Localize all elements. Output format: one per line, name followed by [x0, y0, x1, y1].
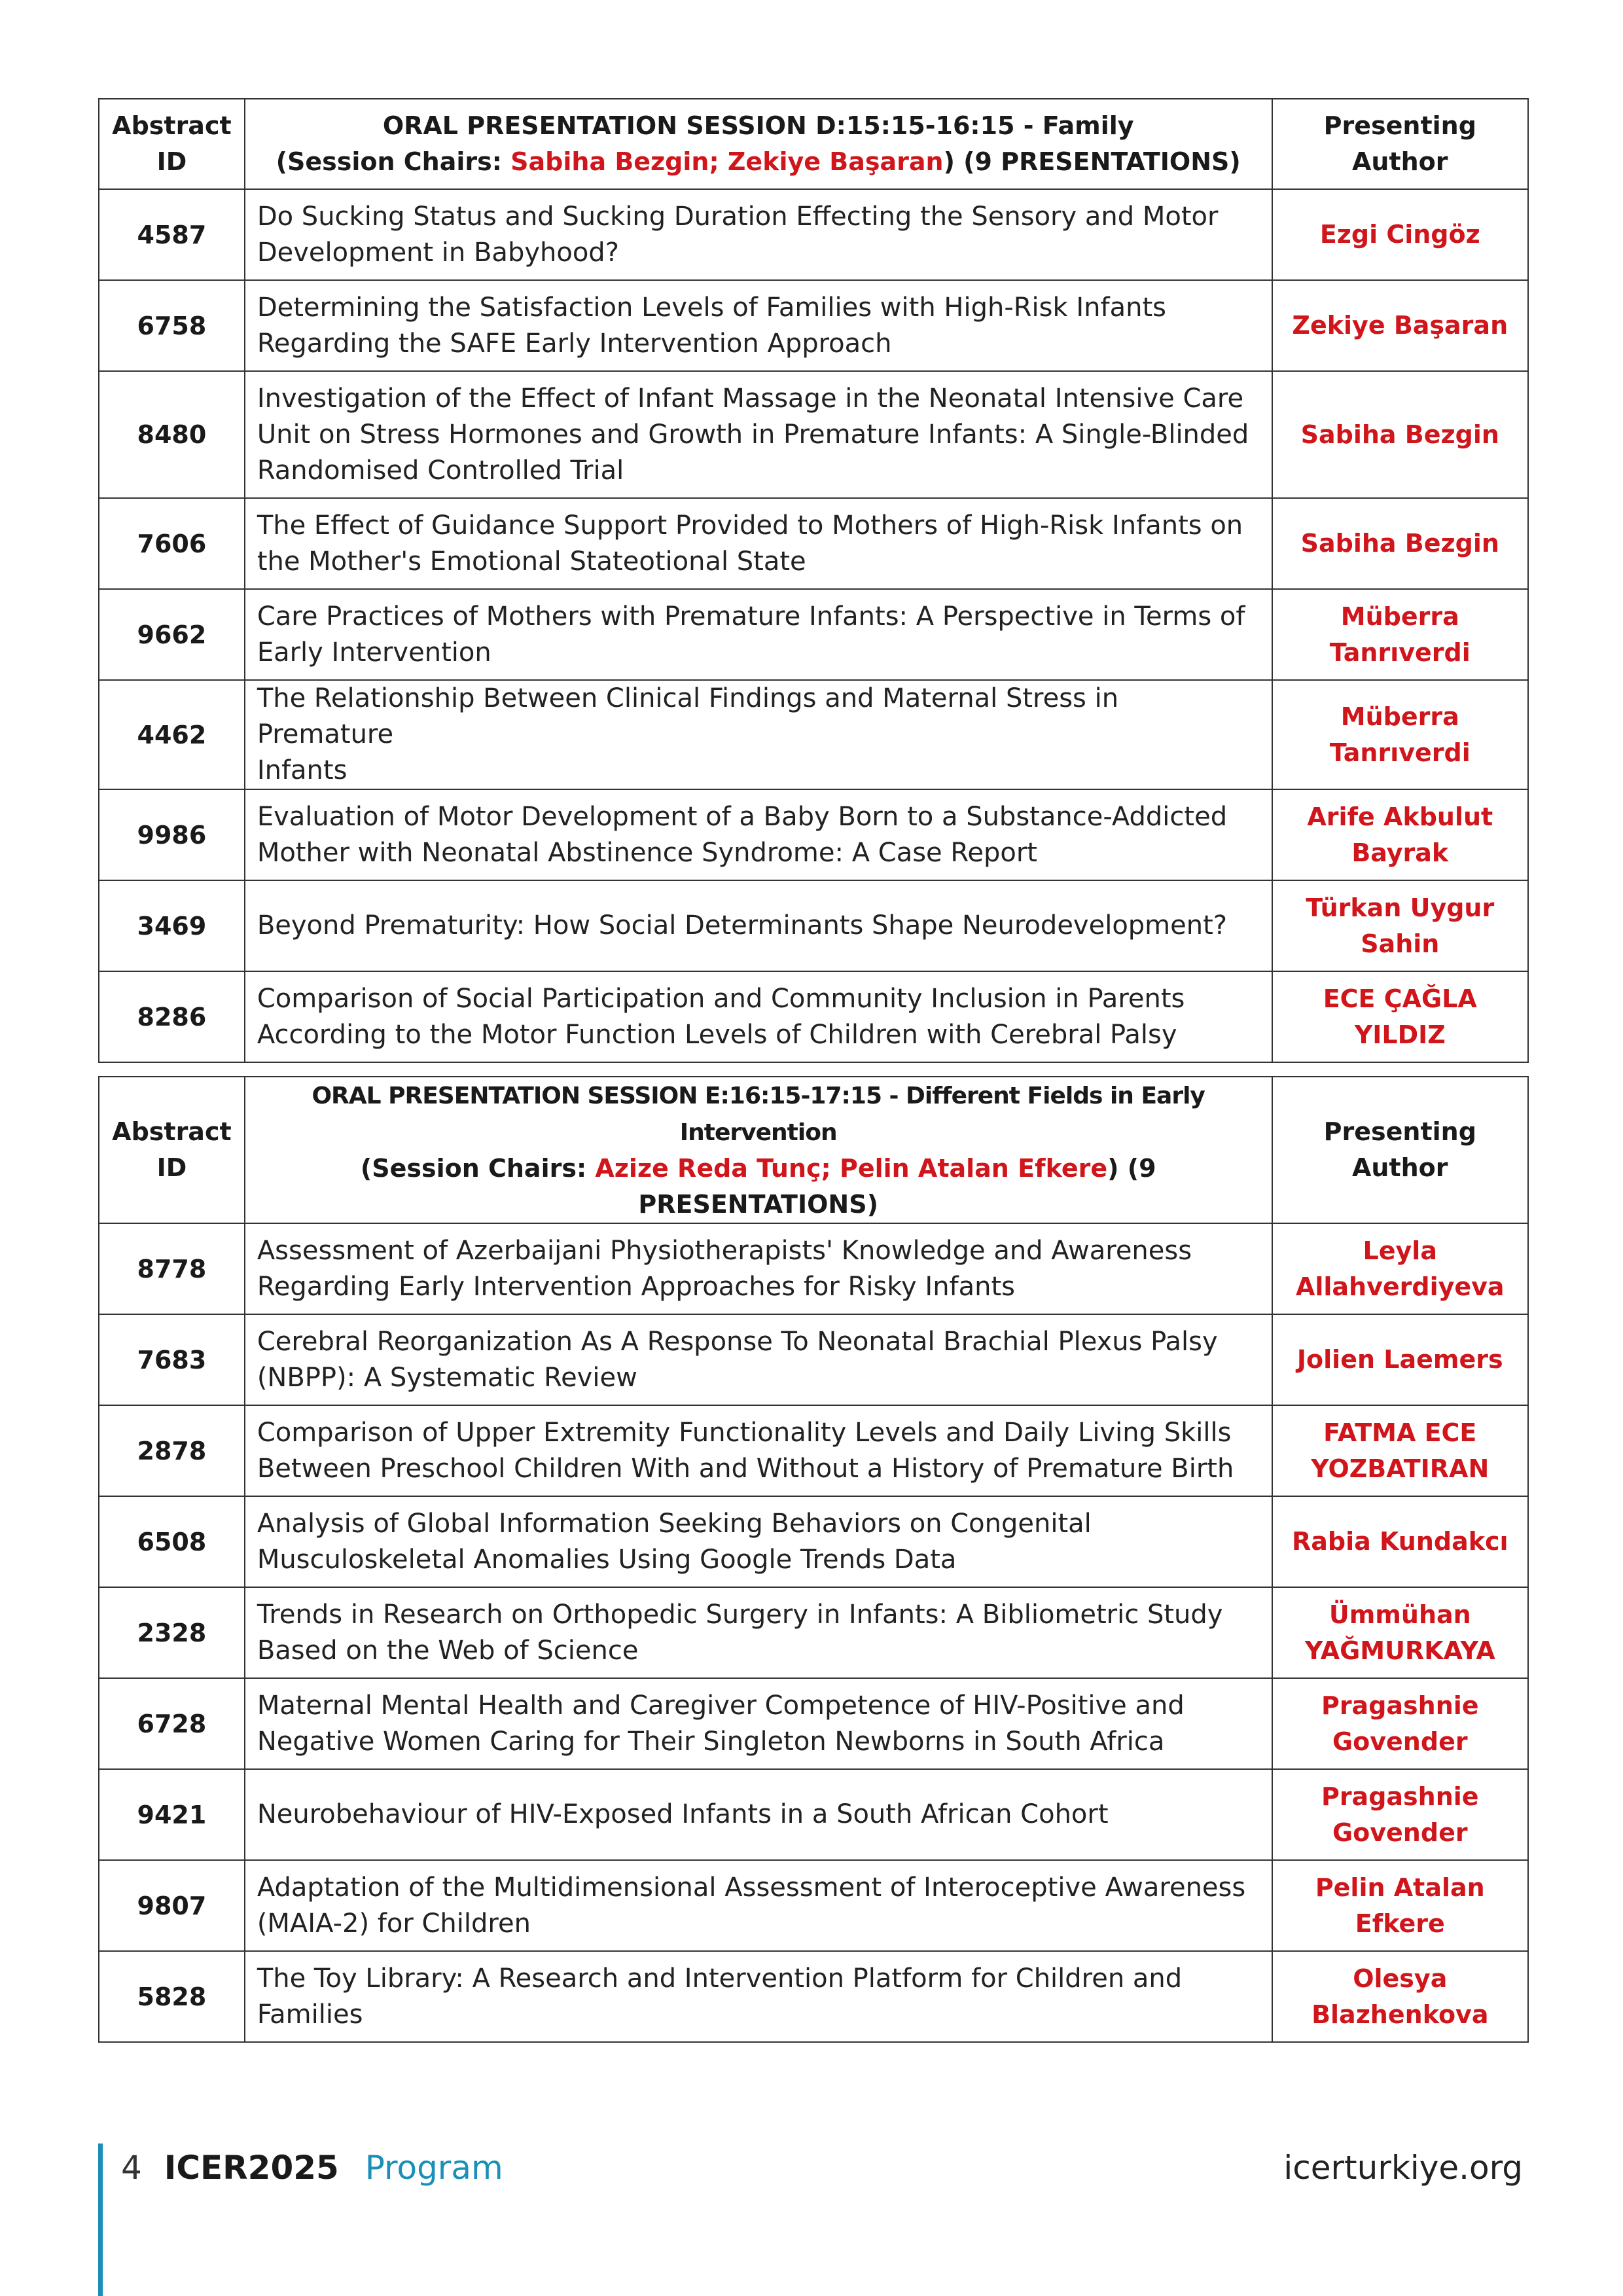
- abstract-id: 8778: [99, 1223, 245, 1314]
- abstract-id: 5828: [99, 1951, 245, 2042]
- presenting-author: Pelin Atalan Efkere: [1272, 1860, 1528, 1951]
- abstract-id: 3469: [99, 880, 245, 971]
- website-link[interactable]: icerturkiye.org: [1283, 2149, 1523, 2187]
- footer-accent-bar: [98, 2144, 103, 2296]
- presenting-author: Pragashnie Govender: [1272, 1678, 1528, 1769]
- presenting-author: Leyla Allahverdiyeva: [1272, 1223, 1528, 1314]
- table-row: [99, 680, 1528, 789]
- table-header-row: [99, 1077, 1528, 1223]
- table-row: [99, 1587, 1528, 1678]
- table-row: [99, 1496, 1528, 1587]
- presenting-author: ECE ÇAĞLA YILDIZ: [1272, 971, 1528, 1062]
- table-row: [99, 498, 1528, 589]
- table-row: [99, 880, 1528, 971]
- abstract-id: 8480: [99, 371, 245, 498]
- presenting-author: Ümmühan YAĞMURKAYA: [1272, 1587, 1528, 1678]
- table-row: [99, 1860, 1528, 1951]
- section-name: Program: [365, 2149, 503, 2187]
- abstract-id-header: Abstract ID: [99, 1077, 245, 1223]
- presentation-title: Care Practices of Mothers with Premature Infants: A Perspective in Terms of Early Intervention: [245, 589, 1272, 680]
- table-row: [99, 1223, 1528, 1314]
- abstract-id: 9421: [99, 1769, 245, 1860]
- table-row: [99, 189, 1528, 280]
- presentation-title: Investigation of the Effect of Infant Massage in the Neonatal Intensive Care Unit on Stress Hormones and Growth in Premature Infants: A Single-Blinded Randomised Controlled Trial: [245, 371, 1272, 498]
- table-row: [99, 280, 1528, 371]
- presenting-author: Zekiye Başaran: [1272, 280, 1528, 371]
- abstract-id: 7683: [99, 1314, 245, 1405]
- presenting-author: Jolien Laemers: [1272, 1314, 1528, 1405]
- presenting-author: Müberra Tanrıverdi: [1272, 589, 1528, 680]
- table-row: [99, 1314, 1528, 1405]
- presentation-title: Trends in Research on Orthopedic Surgery in Infants: A Bibliometric Study Based on the Web of Science: [245, 1587, 1272, 1678]
- presentation-title: Beyond Prematurity: How Social Determinants Shape Neurodevelopment?: [245, 880, 1272, 971]
- presentation-title: Evaluation of Motor Development of a Baby Born to a Substance-Addicted Mother with Neonatal Abstinence Syndrome: A Case Report: [245, 789, 1272, 880]
- session-title-header: ORAL PRESENTATION SESSION E:16:15-17:15 - Different Fields in Early Intervention (Session Chairs: Azize Reda Tunç; Pelin Atalan Efkere) (9 PRESENTATIONS): [245, 1077, 1272, 1223]
- presentation-title: Cerebral Reorganization As A Response To Neonatal Brachial Plexus Palsy (NBPP): A Systematic Review: [245, 1314, 1272, 1405]
- presentation-title: Do Sucking Status and Sucking Duration Effecting the Sensory and Motor Development in Babyhood?: [245, 189, 1272, 280]
- presentation-title: The Relationship Between Clinical Findings and Maternal Stress in Premature Infants: [245, 680, 1272, 789]
- presentation-title: The Toy Library: A Research and Intervention Platform for Children and Families: [245, 1951, 1272, 2042]
- table-row: [99, 1951, 1528, 2042]
- session-e-table: [98, 1076, 1529, 2043]
- presenting-author: Ezgi Cingöz: [1272, 189, 1528, 280]
- session-title: ORAL PRESENTATION SESSION E:16:15-17:15 - Different Fields in Early Intervention: [312, 1083, 1205, 1146]
- table-row: [99, 971, 1528, 1062]
- table-row: [99, 789, 1528, 880]
- presenting-author: Olesya Blazhenkova: [1272, 1951, 1528, 2042]
- presenting-author: FATMA ECE YOZBATIRAN: [1272, 1405, 1528, 1496]
- presentation-title: Determining the Satisfaction Levels of Families with High-Risk Infants Regarding the SAFE Early Intervention Approach: [245, 280, 1272, 371]
- presenting-author: Sabiha Bezgin: [1272, 498, 1528, 589]
- abstract-id: 7606: [99, 498, 245, 589]
- session-title-header: ORAL PRESENTATION SESSION D:15:15-16:15 - Family (Session Chairs: Sabiha Bezgin; Zekiye Başaran) (9 PRESENTATIONS): [245, 99, 1272, 189]
- presenting-author: Sabiha Bezgin: [1272, 371, 1528, 498]
- table-row: [99, 1405, 1528, 1496]
- abstract-id: 6728: [99, 1678, 245, 1769]
- session-chairs: Sabiha Bezgin; Zekiye Başaran: [510, 147, 944, 176]
- presentation-title: Adaptation of the Multidimensional Assessment of Interoceptive Awareness (MAIA-2) for Children: [245, 1860, 1272, 1951]
- session-chairs: Azize Reda Tunç; Pelin Atalan Efkere: [595, 1154, 1108, 1183]
- presentation-title: Neurobehaviour of HIV-Exposed Infants in a South African Cohort: [245, 1769, 1272, 1860]
- presentation-title: Assessment of Azerbaijani Physiotherapists' Knowledge and Awareness Regarding Early Intervention Approaches for Risky Infants: [245, 1223, 1272, 1314]
- abstract-id-header: Abstract ID: [99, 99, 245, 189]
- session-title: ORAL PRESENTATION SESSION D:15:15-16:15 - Family: [382, 111, 1134, 140]
- presenting-author: Arife Akbulut Bayrak: [1272, 789, 1528, 880]
- footer-left: [121, 2148, 503, 2187]
- page-number: 4: [121, 2149, 142, 2187]
- presenting-author: Rabia Kundakcı: [1272, 1496, 1528, 1587]
- abstract-id: 6758: [99, 280, 245, 371]
- abstract-id: 9807: [99, 1860, 245, 1951]
- brand-name: ICER2025: [164, 2149, 339, 2187]
- abstract-id: 6508: [99, 1496, 245, 1587]
- abstract-id: 8286: [99, 971, 245, 1062]
- presenting-author: Müberra Tanrıverdi: [1272, 680, 1528, 789]
- abstract-id: 9662: [99, 589, 245, 680]
- abstract-id: 4587: [99, 189, 245, 280]
- presenting-author-header: Presenting Author: [1272, 1077, 1528, 1223]
- abstract-id: 9986: [99, 789, 245, 880]
- session-d-table: [98, 98, 1529, 1063]
- abstract-id: 2878: [99, 1405, 245, 1496]
- presenting-author-header: Presenting Author: [1272, 99, 1528, 189]
- abstract-id: 4462: [99, 680, 245, 789]
- table-row: [99, 371, 1528, 498]
- presentation-title: Maternal Mental Health and Caregiver Competence of HIV-Positive and Negative Women Caring for Their Singleton Newborns in South Africa: [245, 1678, 1272, 1769]
- table-row: [99, 1678, 1528, 1769]
- presentation-title: Comparison of Upper Extremity Functionality Levels and Daily Living Skills Between Preschool Children With and Without a History of Premature Birth: [245, 1405, 1272, 1496]
- table-row: [99, 589, 1528, 680]
- abstract-id: 2328: [99, 1587, 245, 1678]
- presenting-author: Türkan Uygur Sahin: [1272, 880, 1528, 971]
- table-header-row: [99, 99, 1528, 189]
- presenting-author: Pragashnie Govender: [1272, 1769, 1528, 1860]
- presentation-title: Comparison of Social Participation and Community Inclusion in Parents According to the Motor Function Levels of Children with Cerebral Palsy: [245, 971, 1272, 1062]
- presentation-title: Analysis of Global Information Seeking Behaviors on Congenital Musculoskeletal Anomalies Using Google Trends Data: [245, 1496, 1272, 1587]
- presentation-title: The Effect of Guidance Support Provided to Mothers of High-Risk Infants on the Mother's Emotional Stateotional State: [245, 498, 1272, 589]
- table-row: [99, 1769, 1528, 1860]
